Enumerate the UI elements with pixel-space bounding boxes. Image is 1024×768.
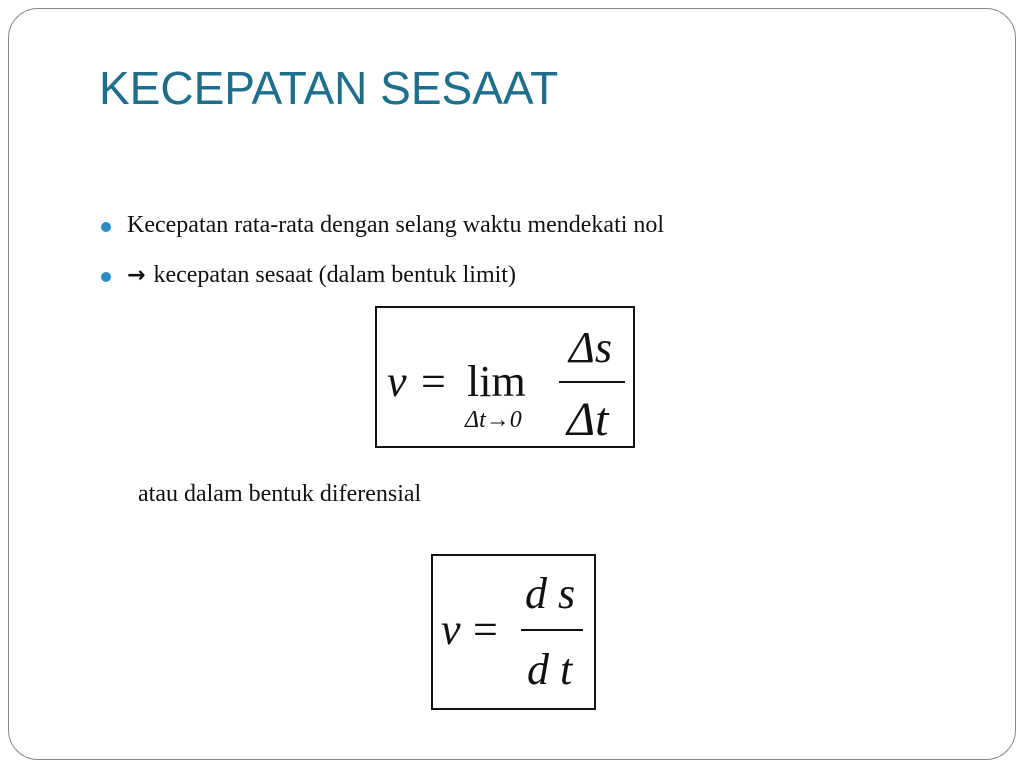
formula-denominator: d t bbox=[527, 645, 573, 694]
bullet-dot-icon bbox=[101, 272, 111, 282]
slide bbox=[8, 8, 1016, 760]
formula-denominator: Δt bbox=[567, 393, 609, 446]
limit-formula-box bbox=[375, 306, 635, 448]
formula-equals: = bbox=[421, 357, 446, 406]
note-text: atau dalam bentuk diferensial bbox=[138, 481, 422, 507]
formula-numerator: Δs bbox=[569, 323, 612, 372]
fraction-bar bbox=[559, 381, 625, 383]
right-arrow-icon: → bbox=[127, 263, 146, 288]
formula-lhs: v bbox=[441, 605, 461, 654]
bullet-list bbox=[99, 212, 664, 312]
bullet-item bbox=[99, 212, 664, 262]
bullet-text: kecepatan sesaat (dalam bentuk limit) bbox=[153, 262, 516, 288]
formula-equals: = bbox=[473, 605, 498, 654]
formula-numerator: d s bbox=[525, 569, 576, 618]
formula-lim-operator: lim bbox=[467, 357, 526, 406]
differential-formula-box bbox=[431, 554, 596, 710]
bullet-dot-icon bbox=[101, 222, 111, 232]
bullet-item bbox=[99, 262, 664, 312]
bullet-text: Kecepatan rata-rata dengan selang waktu mendekati nol bbox=[127, 212, 665, 238]
formula-lim-subscript: Δt→0 bbox=[465, 407, 522, 433]
fraction-bar bbox=[521, 629, 583, 631]
formula-lhs: v bbox=[387, 357, 407, 406]
slide-title: KECEPATAN SESAAT bbox=[99, 62, 559, 114]
